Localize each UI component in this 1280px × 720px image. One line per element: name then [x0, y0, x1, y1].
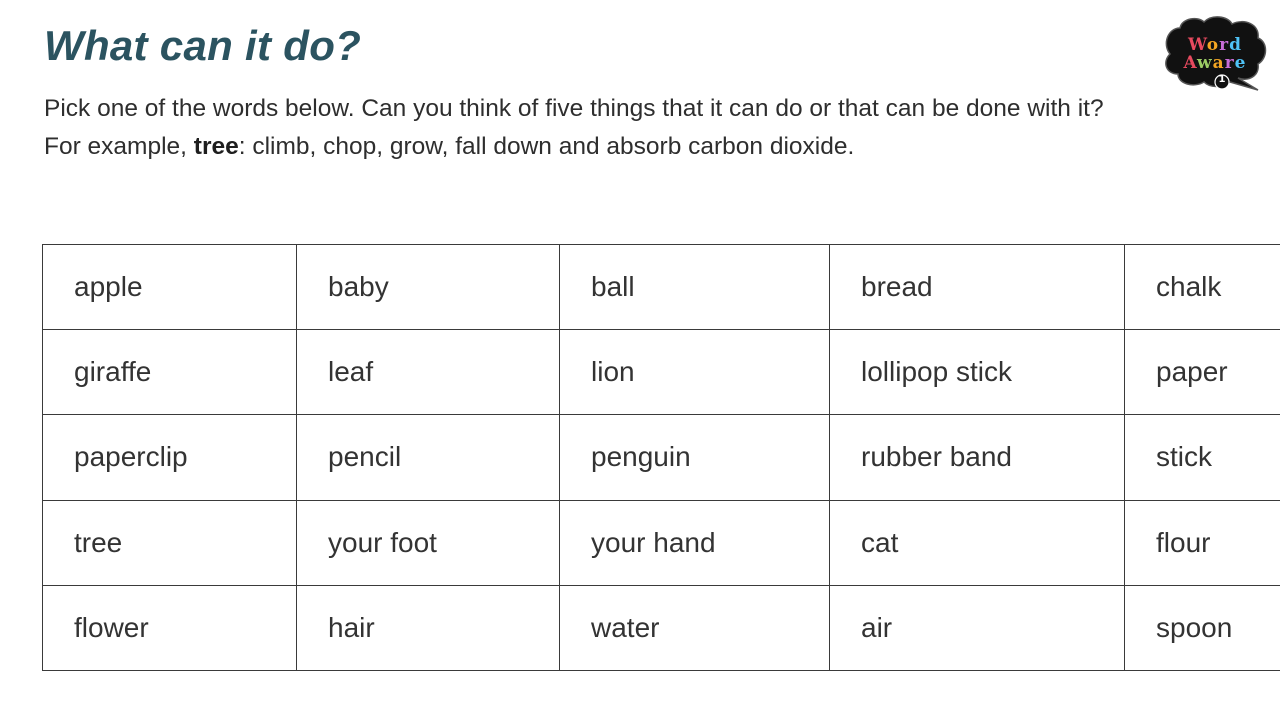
word-cell: lion — [560, 330, 830, 415]
logo-badge: 1 — [1218, 74, 1226, 85]
word-cell: bread — [830, 245, 1125, 330]
word-cell: flower — [43, 585, 297, 670]
logo-line1 — [1160, 36, 1270, 54]
table-row — [43, 415, 1280, 500]
example-line — [44, 128, 1224, 166]
logo-letter: o — [1206, 35, 1220, 55]
word-cell: giraffe — [43, 330, 297, 415]
table-row — [43, 245, 1280, 330]
logo-letter: w — [1197, 53, 1213, 73]
logo-letter: r — [1219, 35, 1230, 55]
word-table — [42, 244, 1280, 671]
word-cell: chalk — [1125, 245, 1280, 330]
word-cell: pencil — [297, 415, 560, 500]
logo-letter: e — [1234, 53, 1247, 73]
table-row — [43, 330, 1280, 415]
word-cell: stick — [1125, 415, 1280, 500]
word-cell: your hand — [560, 500, 830, 585]
instructions — [44, 90, 1224, 166]
word-cell: tree — [43, 500, 297, 585]
example-prefix: For example, — [44, 133, 194, 160]
word-cell: cat — [830, 500, 1125, 585]
word-cell: ball — [560, 245, 830, 330]
word-cell: leaf — [297, 330, 560, 415]
logo-letter: r — [1224, 53, 1235, 73]
logo-line2 — [1160, 54, 1270, 72]
example-rest: : climb, chop, grow, fall down and absorb carbon dioxide. — [238, 133, 855, 160]
word-cell: flour — [1125, 500, 1280, 585]
word-cell: spoon — [1125, 585, 1280, 670]
word-cell: paper — [1125, 330, 1280, 415]
word-cell: rubber band — [830, 415, 1125, 500]
logo-letter: W — [1188, 35, 1207, 55]
word-cell: baby — [297, 245, 560, 330]
table-row — [43, 585, 1280, 670]
word-cell: hair — [297, 585, 560, 670]
instruction-line: Pick one of the words below. Can you think of five things that it can do or that can be done with it? — [44, 95, 1104, 122]
word-cell: paperclip — [43, 415, 297, 500]
page-title: What can it do? — [44, 22, 362, 69]
word-cell: air — [830, 585, 1125, 670]
example-word: tree — [193, 133, 239, 160]
table-row — [43, 500, 1280, 585]
word-cell: water — [560, 585, 830, 670]
logo-letter: A — [1183, 53, 1198, 73]
word-cell: apple — [43, 245, 297, 330]
word-cell: your foot — [297, 500, 560, 585]
logo-letter: a — [1212, 53, 1225, 73]
word-aware-logo — [1160, 14, 1270, 96]
word-cell: penguin — [560, 415, 830, 500]
word-cell: lollipop stick — [830, 330, 1125, 415]
logo-letter: d — [1229, 35, 1242, 55]
